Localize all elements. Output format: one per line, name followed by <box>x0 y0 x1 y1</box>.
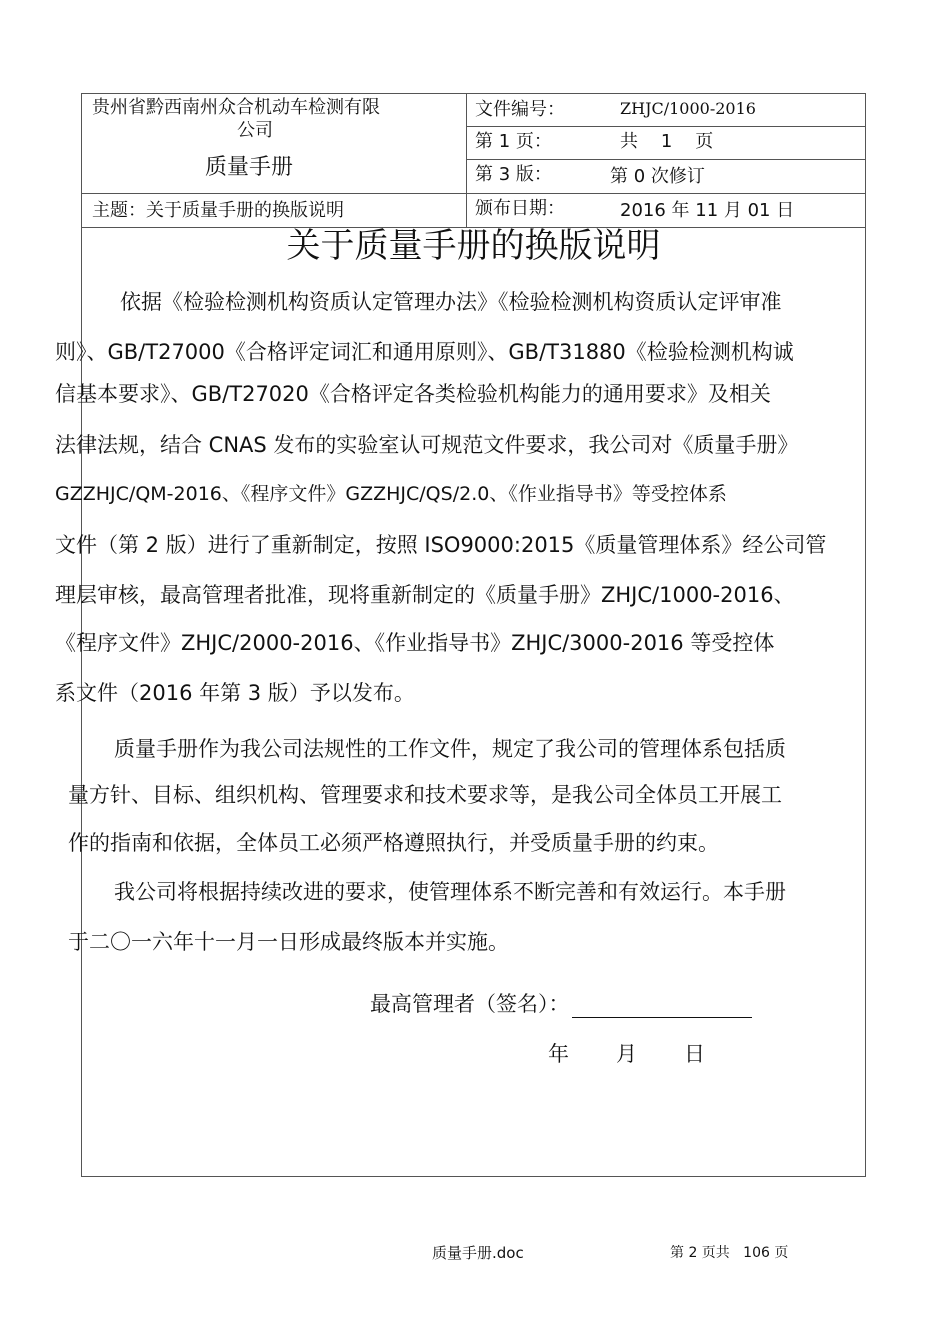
p1-line: 依据《检验检测机构资质认定管理办法》《检验检测机构资质认定评审准 <box>120 290 782 314</box>
p1-line: 文件（第 2 版）进行了重新制定，按照 ISO9000:2015《质量管理体系》经公司管 <box>55 533 827 557</box>
date-year: 年 <box>548 1042 569 1066</box>
manual-title: 质量手册 <box>205 155 294 180</box>
header-divider-3 <box>466 193 866 194</box>
document-title: 关于质量手册的换版说明 <box>286 226 661 266</box>
header-divider-subject <box>81 193 466 194</box>
signature-date <box>548 1038 752 1068</box>
page-value: 共 1 页 <box>620 131 714 152</box>
header-divider-2 <box>466 159 866 160</box>
p1-line: 信基本要求》、GB/T27020《合格评定各类检验机构能力的通用要求》及相关 <box>55 382 771 406</box>
header-divider-vertical <box>466 93 467 227</box>
header-divider-1 <box>466 126 866 127</box>
p2-line: 作的指南和依据，全体员工必须严格遵照执行，并受质量手册的约束。 <box>68 831 719 855</box>
footer-filename: 质量手册.doc <box>432 1244 524 1262</box>
footer-page-info: 第 2 页共 106 页 <box>670 1245 789 1261</box>
issue-date-value: 2016 年 11 月 01 日 <box>620 200 795 221</box>
page-label: 第 1 页： <box>475 131 552 152</box>
edition-value: 第 0 次修订 <box>610 166 705 187</box>
p3-line: 我公司将根据持续改进的要求，使管理体系不断完善和有效运行。本手册 <box>114 880 786 904</box>
signature-label: 最高管理者（签名）： <box>370 992 570 1016</box>
company-name-line2: 公司 <box>237 120 273 141</box>
doc-no-label: 文件编号： <box>475 99 565 120</box>
edition-label: 第 3 版： <box>475 164 552 185</box>
p2-line: 质量手册作为我公司法规性的工作文件，规定了我公司的管理体系包括质 <box>114 737 786 761</box>
issue-date-label: 颁布日期： <box>475 198 565 219</box>
doc-no-value: ZHJC/1000-2016 <box>620 99 756 118</box>
signature-field[interactable] <box>572 997 752 1018</box>
p1-line: 系文件（2016 年第 3 版）予以发布。 <box>55 681 415 705</box>
signature-line <box>370 988 752 1018</box>
date-day: 日 <box>684 1042 705 1066</box>
p1-line: 法律法规，结合 CNAS 发布的实验室认可规范文件要求，我公司对《质量手册》 <box>55 433 799 457</box>
p1-line: GZZHJC/QM-2016、《程序文件》GZZHJC/QS/2.0、《作业指导书》等受控体系 <box>55 483 727 505</box>
p1-line: 则》、GB/T27000《合格评定词汇和通用原则》、GB/T31880《检验检测机构诚 <box>55 340 794 364</box>
subject-label: 主题：关于质量手册的换版说明 <box>92 200 344 221</box>
p3-line: 于二〇一六年十一月一日形成最终版本并实施。 <box>68 930 509 954</box>
p2-line: 量方针、目标、组织机构、管理要求和技术要求等，是我公司全体员工开展工 <box>68 783 782 807</box>
date-month: 月 <box>616 1042 637 1066</box>
company-name-line1: 贵州省黔西南州众合机动车检测有限 <box>92 97 380 118</box>
p1-line: 《程序文件》ZHJC/2000-2016、《作业指导书》ZHJC/3000-2016 等受控体 <box>55 631 775 655</box>
p1-line: 理层审核，最高管理者批准，现将重新制定的《质量手册》ZHJC/1000-2016、 <box>55 583 795 607</box>
